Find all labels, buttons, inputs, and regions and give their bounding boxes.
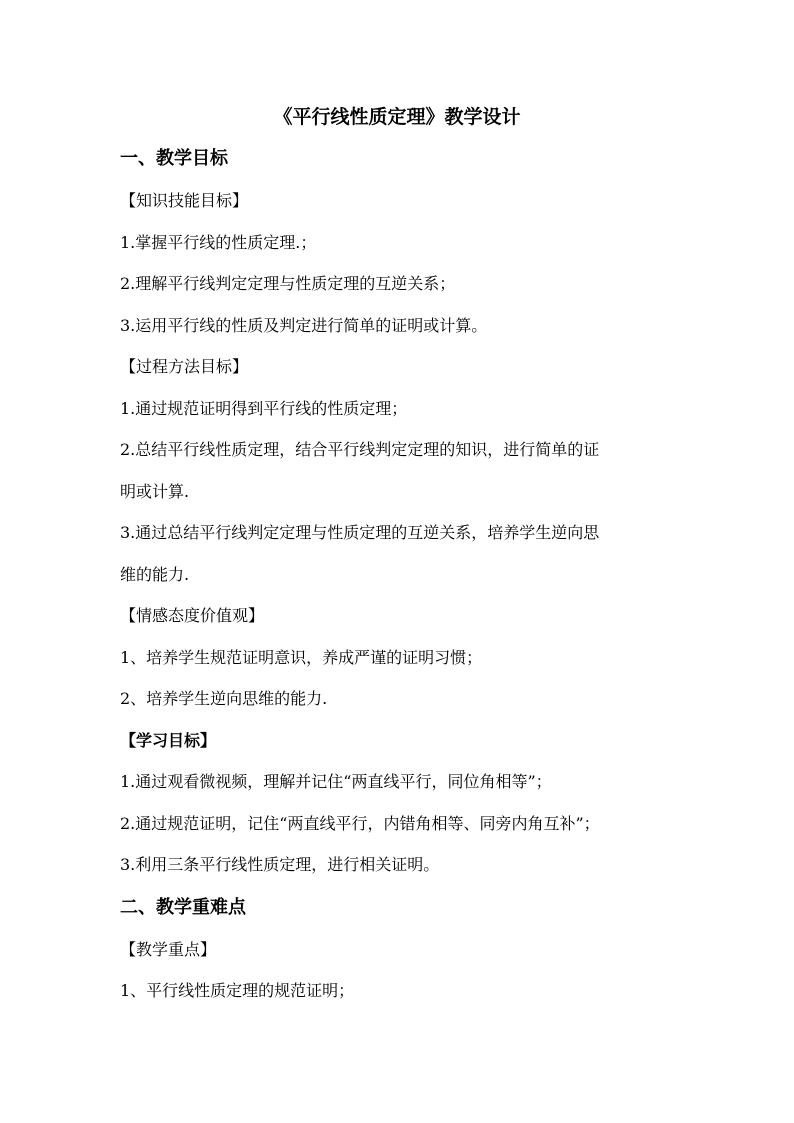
subheading-learning-objectives: 【学习目标】 [120, 731, 217, 750]
paragraph-line: 1.通过观看微视频，理解并记住“两直线平行，同位角相等”； [120, 772, 552, 791]
paragraph-line: 2、培养学生逆向思维的能力. [120, 689, 328, 708]
paragraph-line: 3.运用平行线的性质及判定进行简单的证明或计算。 [120, 316, 488, 335]
paragraph-line: 明或计算. [120, 482, 190, 501]
paragraph-line: 1.通过规范证明得到平行线的性质定理； [120, 399, 408, 418]
section-heading-key-points: 二、教学重难点 [120, 897, 246, 918]
subheading-process-methods: 【过程方法目标】 [120, 357, 249, 376]
paragraph-line: 维的能力. [120, 565, 190, 584]
subheading-teaching-focus: 【教学重点】 [120, 940, 217, 959]
paragraph-line: 2.通过规范证明，记住“两直线平行，内错角相等、同旁内角互补”； [120, 814, 600, 833]
subheading-emotion-values: 【情感态度价值观】 [120, 606, 265, 625]
paragraph-line: 1.掌握平行线的性质定理.； [120, 233, 317, 252]
paragraph-line: 3.利用三条平行线性质定理，进行相关证明。 [120, 855, 440, 874]
paragraph-line: 2.总结平行线性质定理，结合平行线判定定理的知识，进行简单的证 [120, 440, 600, 459]
section-heading-objectives: 一、教学目标 [120, 148, 228, 169]
document-title: 《平行线性质定理》教学设计 [273, 106, 521, 128]
paragraph-line: 3.通过总结平行线判定定理与性质定理的互逆关系，培养学生逆向思 [120, 523, 600, 542]
paragraph-line: 1、平行线性质定理的规范证明； [120, 981, 355, 1000]
paragraph-line: 2.理解平行线判定定理与性质定理的互逆关系； [120, 274, 456, 293]
subheading-knowledge-skills: 【知识技能目标】 [120, 191, 249, 210]
paragraph-line: 1、培养学生规范证明意识，养成严谨的证明习惯； [120, 648, 483, 667]
